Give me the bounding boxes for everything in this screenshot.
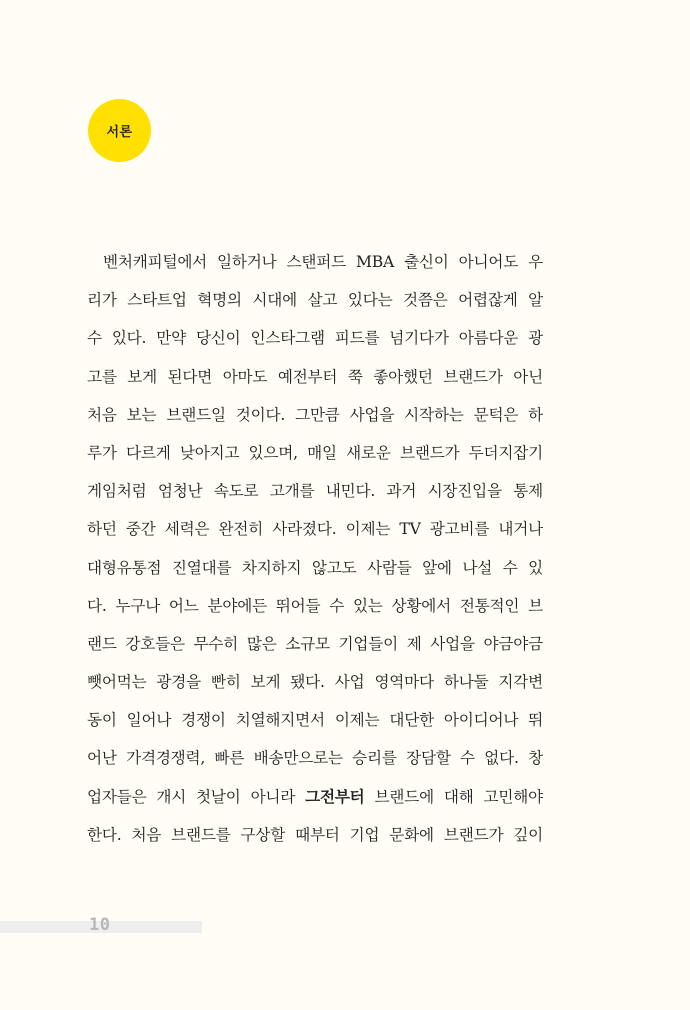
body-line: 다. 누구나 어느 분야에든 뛰어들 수 있는 상황에서 전통적인 브 xyxy=(87,596,543,615)
body-line: 하던 중간 세력은 완전히 사라졌다. 이제는 TV 광고비를 내거나 xyxy=(87,520,543,539)
section-badge-label: 서론 xyxy=(106,125,133,140)
section-badge xyxy=(88,99,151,162)
body-line: 처음 보는 브랜드일 것이다. 그만큼 사업을 시작하는 문턱은 하 xyxy=(87,405,543,424)
page-number: 10 xyxy=(89,915,111,935)
body-line: 리가 스타트업 혁명의 시대에 살고 있다는 것쯤은 어렵잖게 알 xyxy=(87,291,543,310)
body-paragraph xyxy=(87,243,543,854)
body-line: 한다. 처음 브랜드를 구상할 때부터 기업 문화에 브랜드가 깊이 xyxy=(87,825,543,844)
body-text-run: 브랜드에 대해 고민해야 xyxy=(364,787,543,806)
body-line: 랜드 강호들은 무수히 많은 소규모 기업들이 제 사업을 야금야금 xyxy=(87,634,543,653)
body-line: 동이 일어나 경쟁이 치열해지면서 이제는 대단한 아이디어나 뛰 xyxy=(87,711,543,730)
body-line: 대형유통점 진열대를 차지하지 않고도 사람들 앞에 나설 수 있 xyxy=(87,558,543,577)
body-line: 벤처캐피털에서 일하거나 스탠퍼드 MBA 출신이 아니어도 우 xyxy=(103,253,543,271)
body-line: 고를 보게 된다면 아마도 예전부터 쭉 좋아했던 브랜드가 아닌 xyxy=(87,367,543,386)
body-line: 어난 가격경쟁력, 빠른 배송만으로는 승리를 장담할 수 없다. 창 xyxy=(87,749,543,768)
body-text-run: 업자들은 개시 첫날이 아니라 xyxy=(87,787,306,806)
body-line: 뺏어먹는 광경을 빤히 보게 됐다. 사업 영역마다 하나둘 지각변 xyxy=(87,673,543,692)
emphasis-text: 그전부터 xyxy=(305,787,365,806)
body-line: 수 있다. 만약 당신이 인스타그램 피드를 넘기다가 아름다운 광 xyxy=(87,329,543,348)
body-line-with-emphasis xyxy=(87,778,543,816)
body-line: 게임처럼 엄청난 속도로 고개를 내민다. 과거 시장진입을 통제 xyxy=(87,482,543,501)
body-line: 루가 다르게 낮아지고 있으며, 매일 새로운 브랜드가 두더지잡기 xyxy=(87,443,543,462)
